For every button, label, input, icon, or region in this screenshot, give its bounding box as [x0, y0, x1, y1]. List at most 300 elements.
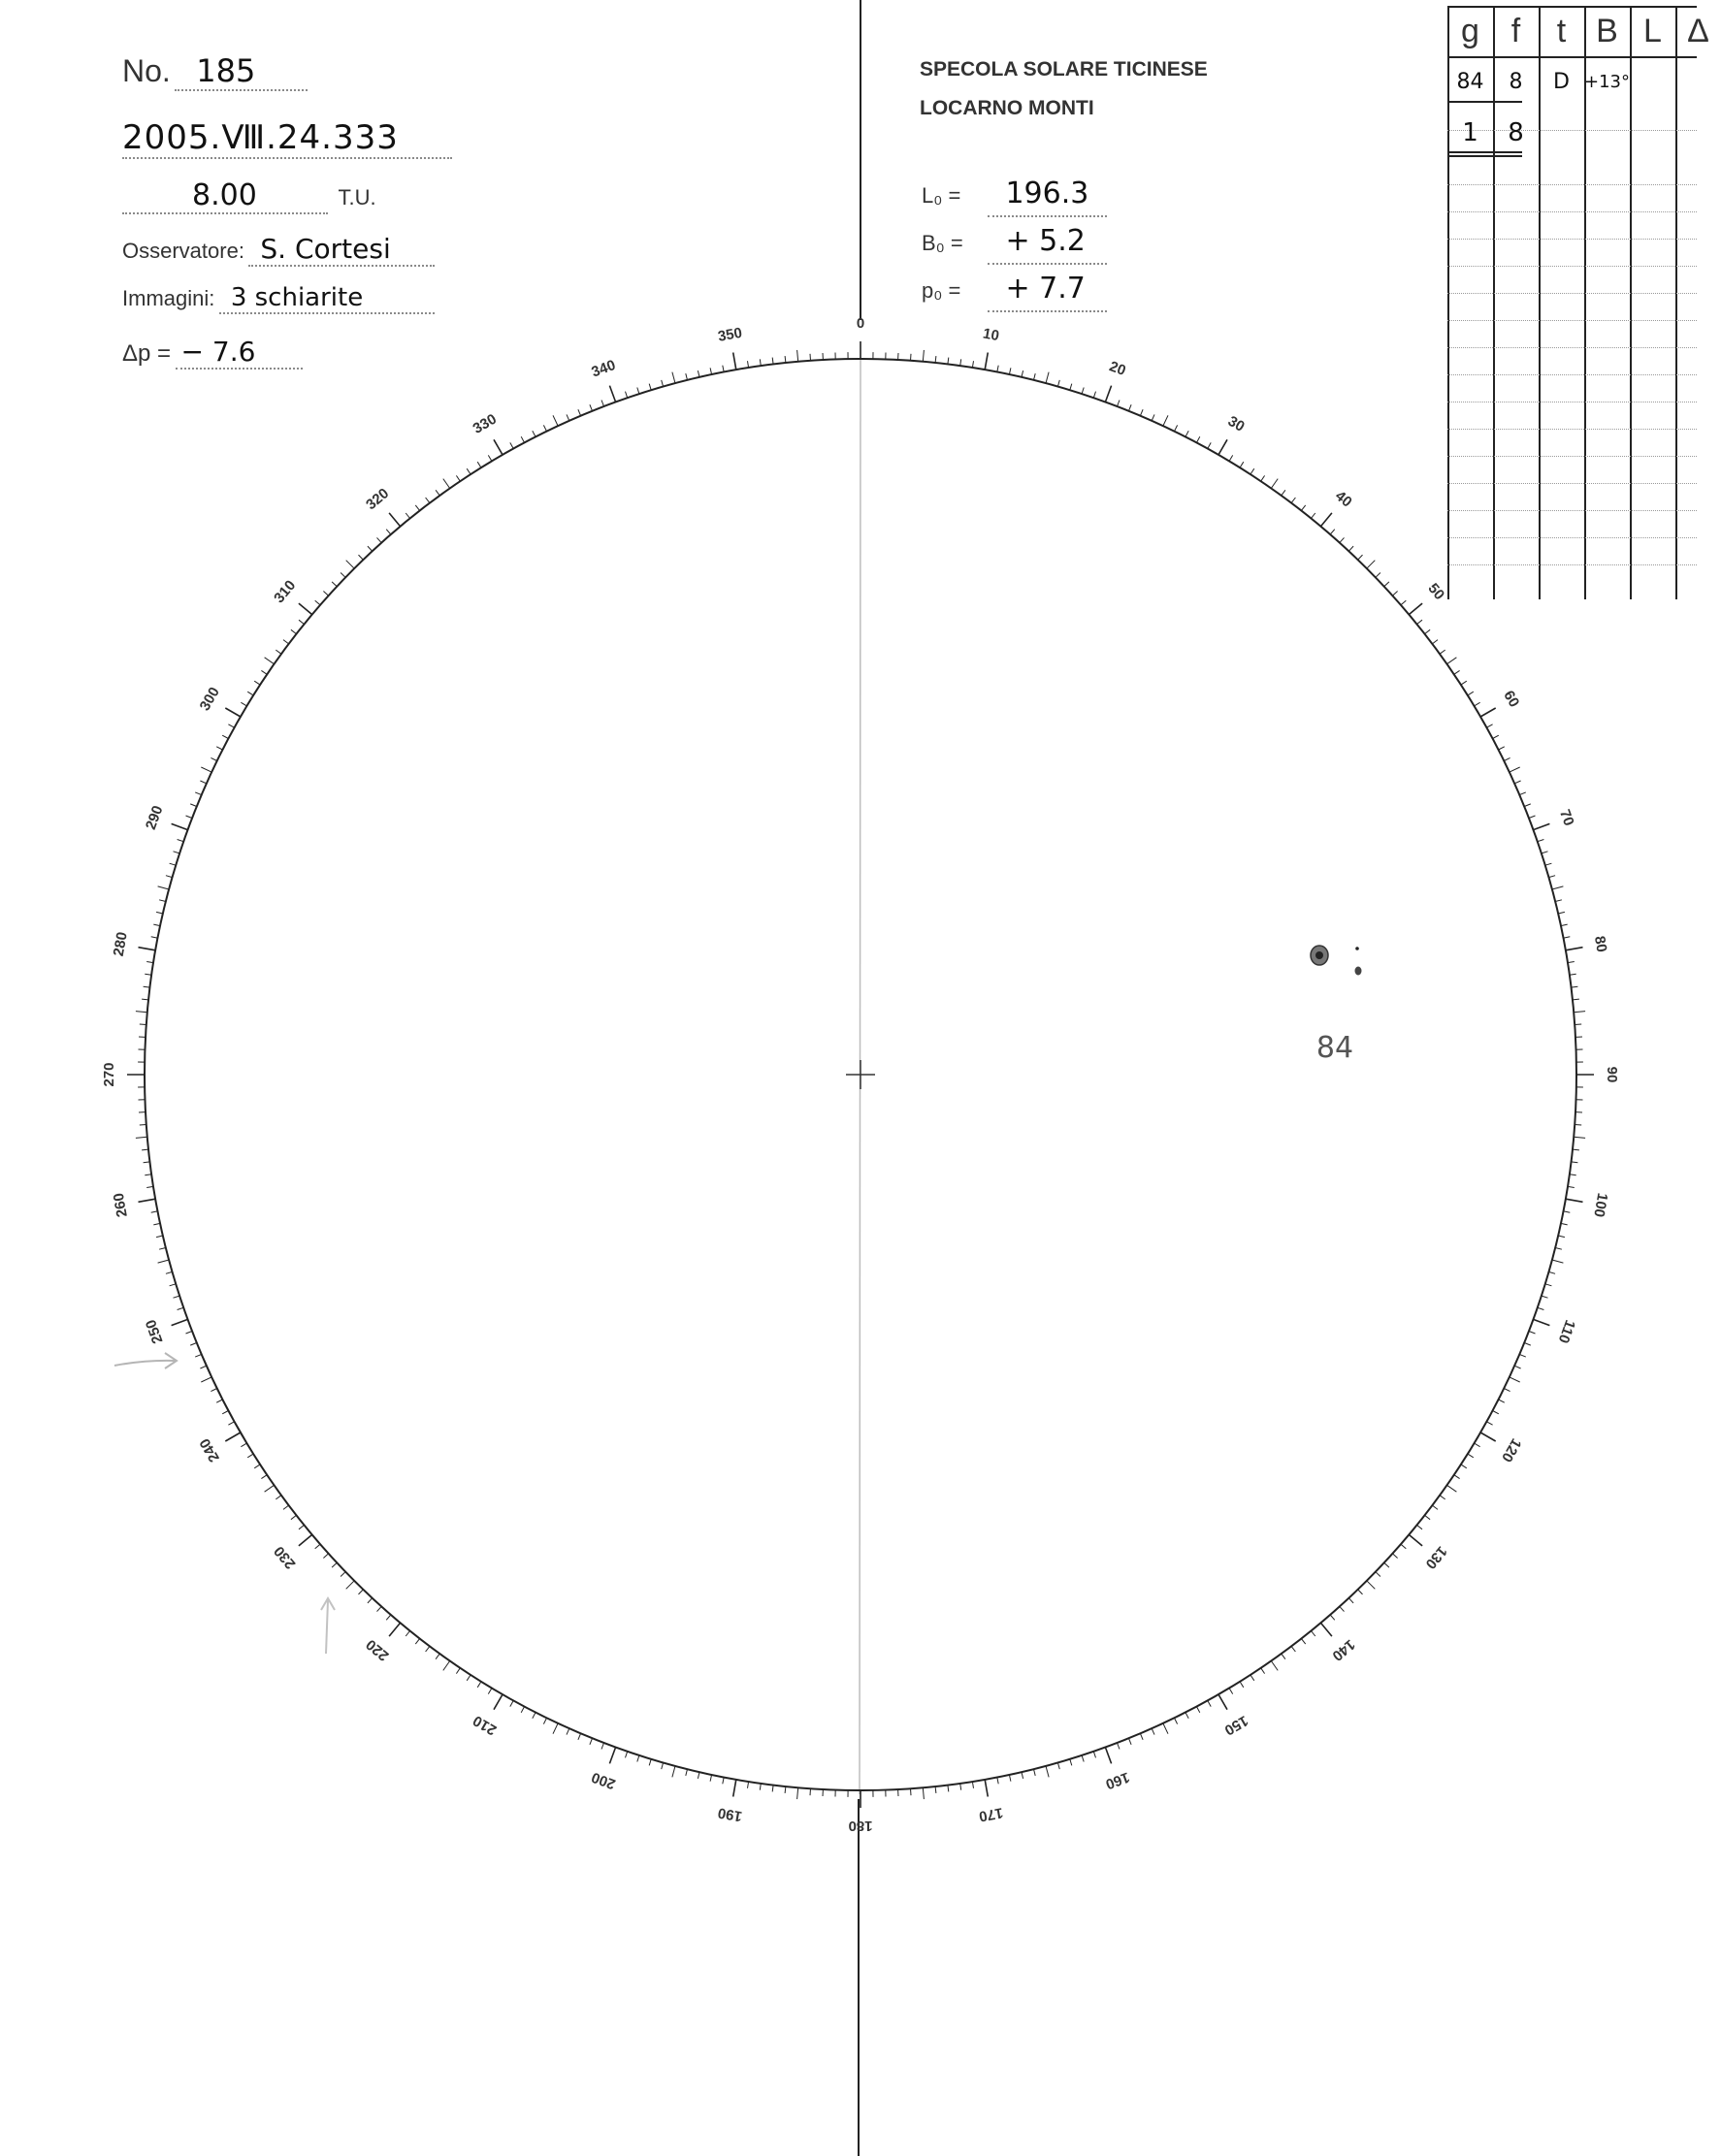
- degree-tick: [997, 1777, 998, 1784]
- degree-tick: [315, 600, 320, 605]
- degree-tick: [810, 354, 811, 361]
- degree-tick: [1519, 792, 1526, 795]
- degree-tick: [1034, 1769, 1036, 1776]
- degree-tick: [241, 1443, 246, 1447]
- degree-tick: [960, 1784, 961, 1790]
- degree-tick: [1197, 436, 1200, 442]
- degree-tick: [494, 439, 503, 455]
- degree-tick: [225, 1432, 241, 1441]
- degree-tick: [985, 353, 988, 370]
- degree-tick: [748, 361, 749, 368]
- degree-tick: [1105, 1748, 1111, 1764]
- degree-tick: [166, 876, 173, 878]
- degree-tick: [467, 468, 471, 474]
- degree-tick: [1229, 455, 1233, 461]
- degree-tick: [1538, 840, 1544, 842]
- degree-tick: [456, 1668, 460, 1674]
- degree-tick: [1261, 1668, 1265, 1674]
- degree-tick: [1367, 1581, 1376, 1590]
- observation-date-value: 2005.Ⅷ.24.333: [122, 118, 399, 157]
- degree-tick: [1566, 948, 1583, 950]
- degree-tick: [637, 1755, 639, 1762]
- sunspot-small-2: [1355, 967, 1362, 976]
- degree-tick: [436, 1654, 439, 1659]
- degree-tick: [323, 592, 328, 596]
- degree-tick: [299, 603, 312, 615]
- degree-tick: [923, 1787, 924, 1799]
- degree-tick: [1529, 816, 1536, 819]
- degree-label-110: 110: [1554, 1317, 1578, 1346]
- degree-tick: [1057, 1762, 1059, 1769]
- degree-tick: [772, 1786, 773, 1792]
- degree-tick: [510, 1701, 513, 1707]
- degree-tick: [772, 358, 773, 365]
- degree-label-290: 290: [142, 803, 167, 832]
- degree-tick: [247, 692, 253, 695]
- degree-tick: [1432, 1505, 1438, 1509]
- degree-tick: [1261, 475, 1265, 481]
- degree-tick: [1129, 404, 1132, 411]
- degree-tick: [1392, 1554, 1397, 1559]
- row1-f: 8: [1509, 70, 1523, 94]
- degree-label-130: 130: [1421, 1542, 1450, 1572]
- degree-tick: [1185, 431, 1188, 436]
- degree-tick: [386, 1615, 391, 1620]
- degree-tick: [626, 392, 628, 399]
- degree-tick: [521, 436, 524, 442]
- degree-tick: [1499, 747, 1505, 750]
- degree-tick: [1563, 937, 1570, 938]
- degree-tick: [1046, 1766, 1049, 1778]
- degree-tick: [1548, 1271, 1555, 1273]
- degree-tick: [1301, 505, 1305, 511]
- degree-tick: [170, 863, 177, 865]
- degree-tick: [153, 924, 160, 926]
- degree-tick: [1271, 479, 1278, 489]
- degree-tick: [1575, 1125, 1581, 1126]
- degree-tick: [1417, 620, 1423, 624]
- degree-label-20: 20: [1107, 358, 1128, 380]
- degree-tick: [1376, 1572, 1380, 1577]
- degree-tick: [578, 1733, 581, 1740]
- degree-tick: [261, 1475, 267, 1479]
- degree-label-0: 0: [856, 314, 865, 332]
- degree-tick: [1558, 912, 1565, 914]
- degree-tick: [1514, 1366, 1520, 1368]
- degree-tick: [1218, 1694, 1227, 1710]
- degree-tick: [972, 1782, 973, 1788]
- degree-tick: [1070, 384, 1072, 391]
- degree-tick: [797, 350, 798, 362]
- sunspot-group-label: 84: [1315, 1031, 1354, 1065]
- degree-tick: [172, 1319, 188, 1325]
- degree-tick: [1175, 1718, 1178, 1723]
- degree-label-170: 170: [977, 1804, 1005, 1825]
- degree-tick: [997, 366, 998, 372]
- degree-tick: [477, 462, 481, 467]
- header-f: f: [1510, 13, 1521, 49]
- degree-tick: [170, 1284, 177, 1286]
- degree-tick: [1282, 490, 1285, 496]
- degree-tick: [254, 1464, 260, 1468]
- degree-tick: [159, 1248, 166, 1250]
- delta-p-label: Δp =: [122, 340, 172, 367]
- degree-tick: [368, 546, 373, 551]
- degree-tick: [254, 681, 260, 685]
- degree-tick: [146, 1186, 153, 1187]
- degree-tick: [276, 650, 281, 654]
- degree-label-340: 340: [589, 356, 618, 381]
- degree-tick: [672, 372, 675, 384]
- degree-tick: [553, 415, 558, 426]
- degree-label-220: 220: [363, 1635, 393, 1664]
- degree-label-70: 70: [1555, 807, 1577, 828]
- degree-tick: [1348, 546, 1353, 551]
- degree-tick: [415, 1639, 419, 1645]
- degree-tick: [590, 404, 593, 411]
- degree-tick: [346, 1581, 355, 1590]
- observer-value: S. Cortesi: [248, 233, 435, 267]
- degree-tick: [359, 1590, 364, 1594]
- degree-tick: [567, 1728, 569, 1734]
- degree-tick: [1468, 1454, 1474, 1458]
- degree-tick: [785, 356, 786, 363]
- record-number-label: No.: [122, 53, 171, 88]
- degree-tick: [567, 414, 569, 420]
- degree-tick: [1542, 1296, 1548, 1298]
- pencil-arrow-up: [321, 1598, 335, 1654]
- degree-tick: [1376, 573, 1380, 578]
- degree-tick: [346, 561, 355, 569]
- degree-tick: [1009, 1775, 1011, 1782]
- degree-label-240: 240: [196, 1435, 223, 1465]
- degree-tick: [1545, 1284, 1552, 1286]
- degree-tick: [323, 1554, 328, 1559]
- images-value: 3 schiarite: [219, 283, 435, 314]
- degree-tick: [923, 350, 924, 362]
- degree-tick: [521, 1707, 524, 1713]
- degree-tick: [1348, 1598, 1353, 1603]
- degree-tick: [733, 1780, 736, 1797]
- degree-tick: [723, 1777, 724, 1784]
- row1-g: 84: [1456, 70, 1484, 94]
- degree-tick: [1447, 1485, 1457, 1492]
- degree-label-60: 60: [1500, 688, 1523, 711]
- degree-tick: [1573, 999, 1579, 1000]
- degree-tick: [1538, 1307, 1544, 1309]
- degree-tick: [1163, 415, 1168, 426]
- degree-tick: [578, 409, 581, 416]
- degree-tick: [760, 359, 761, 366]
- degree-tick: [1384, 1562, 1389, 1567]
- degree-tick: [1561, 1223, 1568, 1225]
- ephemeris-B0-label: B₀ =: [922, 231, 963, 255]
- images-label: Immagini:: [122, 286, 215, 310]
- degree-label-80: 80: [1590, 934, 1610, 954]
- degree-tick: [1573, 1149, 1579, 1150]
- ephemeris-p0-value: + 7.7: [988, 268, 1107, 312]
- degree-tick: [1475, 702, 1480, 706]
- degree-tick: [1417, 1525, 1423, 1529]
- degree-tick: [265, 658, 275, 664]
- degree-tick: [1440, 650, 1445, 654]
- degree-label-200: 200: [589, 1768, 618, 1793]
- degree-tick: [456, 475, 460, 481]
- degree-tick: [948, 1786, 949, 1792]
- degree-tick: [186, 1332, 193, 1335]
- degree-tick: [1493, 1411, 1499, 1414]
- degree-tick: [477, 1682, 481, 1688]
- degree-tick: [1454, 1475, 1460, 1479]
- degree-label-210: 210: [470, 1712, 500, 1739]
- degree-tick: [733, 353, 736, 370]
- row1-t: D: [1553, 70, 1570, 94]
- observer-label: Osservatore:: [122, 239, 244, 263]
- degree-tick: [136, 1137, 147, 1138]
- degree-tick: [785, 1786, 786, 1793]
- degree-label-180: 180: [848, 1818, 873, 1835]
- degree-tick: [1082, 1755, 1084, 1762]
- degree-tick: [1358, 1590, 1363, 1594]
- header-g: g: [1461, 13, 1479, 49]
- degree-label-310: 310: [271, 577, 300, 607]
- degree-tick: [590, 1738, 593, 1745]
- degree-tick: [156, 912, 163, 914]
- degree-tick: [200, 781, 206, 784]
- degree-tick: [601, 401, 604, 407]
- degree-label-150: 150: [1221, 1712, 1251, 1739]
- degree-tick: [299, 1534, 312, 1546]
- degree-tick: [1563, 1211, 1570, 1212]
- degree-tick: [1197, 1707, 1200, 1713]
- degree-tick: [1534, 1319, 1550, 1325]
- degree-tick: [911, 1788, 912, 1795]
- sunspot-umbra: [1315, 951, 1323, 959]
- degree-tick: [1487, 1422, 1493, 1425]
- degree-tick: [195, 1354, 202, 1357]
- degree-tick: [1440, 1496, 1445, 1499]
- degree-tick: [467, 1675, 471, 1681]
- degree-tick: [1475, 1443, 1480, 1447]
- degree-label-300: 300: [196, 684, 223, 714]
- sunspot-small-1: [1355, 947, 1359, 950]
- degree-tick: [1409, 603, 1422, 615]
- degree-tick: [1046, 372, 1049, 384]
- degree-tick: [1480, 708, 1496, 717]
- degree-tick: [211, 757, 216, 760]
- degree-tick: [1555, 1248, 1562, 1250]
- degree-tick: [1510, 767, 1520, 772]
- degree-tick: [377, 537, 382, 542]
- degree-tick: [649, 1759, 651, 1766]
- degree-tick: [1367, 561, 1376, 569]
- degree-tick: [178, 840, 184, 842]
- degree-tick: [1330, 1615, 1335, 1620]
- degree-tick: [436, 490, 439, 496]
- degree-tick: [1340, 1606, 1345, 1611]
- degree-label-350: 350: [716, 324, 744, 345]
- degree-tick: [1271, 1661, 1278, 1671]
- degree-tick: [510, 442, 513, 448]
- degree-tick: [1208, 442, 1211, 448]
- degree-tick: [637, 388, 639, 395]
- degree-tick: [710, 368, 712, 374]
- degree-tick: [1568, 962, 1575, 963]
- degree-tick: [159, 900, 166, 902]
- degree-tick: [911, 354, 912, 361]
- degree-tick: [216, 747, 222, 750]
- degree-tick: [488, 1689, 492, 1694]
- degree-tick: [1570, 974, 1576, 975]
- degree-label-250: 250: [142, 1317, 167, 1346]
- degree-tick: [1545, 863, 1552, 865]
- degree-tick: [1093, 392, 1095, 399]
- degree-tick: [609, 1748, 615, 1764]
- degree-tick: [1291, 498, 1295, 503]
- degree-tick: [195, 792, 202, 795]
- degree-tick: [1129, 1738, 1132, 1745]
- degree-tick: [1320, 513, 1332, 527]
- degree-label-320: 320: [363, 485, 393, 514]
- degree-tick: [415, 505, 419, 511]
- degree-tick: [1392, 592, 1397, 596]
- degree-tick: [1552, 886, 1564, 889]
- degree-tick: [166, 1271, 173, 1273]
- degree-label-330: 330: [470, 410, 500, 437]
- degree-tick: [186, 816, 193, 819]
- degree-tick: [1542, 852, 1548, 853]
- degree-tick: [158, 1260, 170, 1263]
- degree-tick: [276, 1496, 281, 1499]
- degree-tick: [1454, 670, 1460, 674]
- degree-tick: [359, 555, 364, 560]
- degree-tick: [1250, 1675, 1254, 1681]
- degree-tick: [283, 1505, 289, 1509]
- degree-tick: [1561, 924, 1568, 926]
- degree-tick: [174, 1296, 180, 1298]
- degree-tick: [299, 620, 305, 624]
- degree-tick: [1468, 692, 1474, 695]
- degree-label-120: 120: [1498, 1435, 1525, 1465]
- degree-tick: [265, 1485, 275, 1492]
- degree-label-190: 190: [716, 1804, 744, 1825]
- degree-tick: [1118, 1743, 1120, 1750]
- degree-tick: [225, 708, 241, 717]
- degree-tick: [797, 1787, 798, 1799]
- degree-tick: [144, 986, 150, 987]
- degree-tick: [686, 373, 688, 380]
- degree-tick: [1575, 1024, 1581, 1025]
- degree-tick: [178, 1307, 184, 1309]
- degree-tick: [488, 455, 492, 461]
- degree-tick: [142, 999, 148, 1000]
- row2-f: 8: [1508, 118, 1524, 147]
- degree-tick: [140, 1024, 146, 1025]
- delta-p-value: − 7.6: [176, 336, 303, 370]
- degree-label-230: 230: [271, 1542, 300, 1572]
- degree-tick: [389, 1623, 401, 1636]
- degree-tick: [1185, 1713, 1188, 1719]
- degree-tick: [261, 670, 267, 674]
- degree-tick: [1140, 409, 1143, 416]
- degree-tick: [1480, 1432, 1496, 1441]
- degree-tick: [406, 1631, 409, 1637]
- degree-tick: [1140, 1733, 1143, 1740]
- degree-tick: [1558, 1236, 1565, 1238]
- degree-tick: [136, 1012, 147, 1013]
- degree-tick: [1175, 425, 1178, 431]
- header-delta: Δ: [1687, 13, 1709, 49]
- degree-tick: [1358, 555, 1363, 560]
- row2-g: 1: [1462, 118, 1478, 147]
- degree-label-260: 260: [110, 1191, 131, 1219]
- degree-tick: [1082, 388, 1084, 395]
- degree-tick: [1022, 370, 1023, 377]
- degree-tick: [1250, 468, 1254, 474]
- ephemeris-p0-label: p₀ =: [922, 278, 961, 303]
- degree-tick: [1311, 1631, 1315, 1637]
- degree-tick: [698, 370, 699, 377]
- degree-tick: [1311, 513, 1315, 519]
- degree-tick: [626, 1752, 628, 1758]
- degree-tick: [1152, 414, 1154, 420]
- degree-tick: [158, 886, 170, 889]
- degree-tick: [1384, 582, 1389, 587]
- pencil-arrow-left: [114, 1353, 177, 1368]
- degree-tick: [283, 640, 289, 644]
- degree-tick: [1572, 1162, 1578, 1163]
- degree-tick: [1566, 1199, 1583, 1202]
- degree-tick: [1572, 986, 1578, 987]
- degree-tick: [332, 1562, 337, 1567]
- degree-tick: [1409, 1534, 1422, 1546]
- degree-tick: [1009, 368, 1011, 374]
- degree-tick: [698, 1772, 699, 1779]
- degree-tick: [153, 1223, 160, 1225]
- degree-tick: [200, 1366, 206, 1368]
- degree-tick: [494, 1694, 503, 1710]
- degree-tick: [960, 359, 961, 366]
- degree-tick: [1034, 373, 1036, 380]
- degree-tick: [332, 582, 337, 587]
- degree-tick: [1534, 823, 1550, 829]
- degree-tick: [426, 498, 430, 503]
- degree-tick: [760, 1784, 761, 1790]
- observatory-name: SPECOLA SOLARE TICINESE: [920, 58, 1208, 80]
- degree-tick: [1291, 1646, 1295, 1652]
- degree-tick: [662, 1762, 664, 1769]
- degree-tick: [315, 1544, 320, 1549]
- degree-tick: [1548, 876, 1555, 878]
- degree-label-140: 140: [1328, 1635, 1358, 1664]
- time-unit-label: T.U.: [338, 185, 376, 209]
- degree-tick: [140, 1125, 146, 1126]
- degree-label-50: 50: [1424, 580, 1448, 604]
- degree-tick: [748, 1782, 749, 1788]
- degree-tick: [1574, 1137, 1585, 1138]
- degree-tick: [1461, 1464, 1467, 1468]
- degree-tick: [211, 1389, 216, 1392]
- degree-tick: [723, 366, 724, 372]
- degree-tick: [1499, 1400, 1505, 1402]
- degree-tick: [1240, 462, 1244, 467]
- degree-tick: [174, 852, 180, 853]
- degree-tick: [1282, 1654, 1285, 1659]
- degree-label-280: 280: [110, 930, 131, 958]
- degree-tick: [368, 1598, 373, 1603]
- degree-tick: [533, 431, 536, 436]
- degree-tick: [1524, 804, 1531, 807]
